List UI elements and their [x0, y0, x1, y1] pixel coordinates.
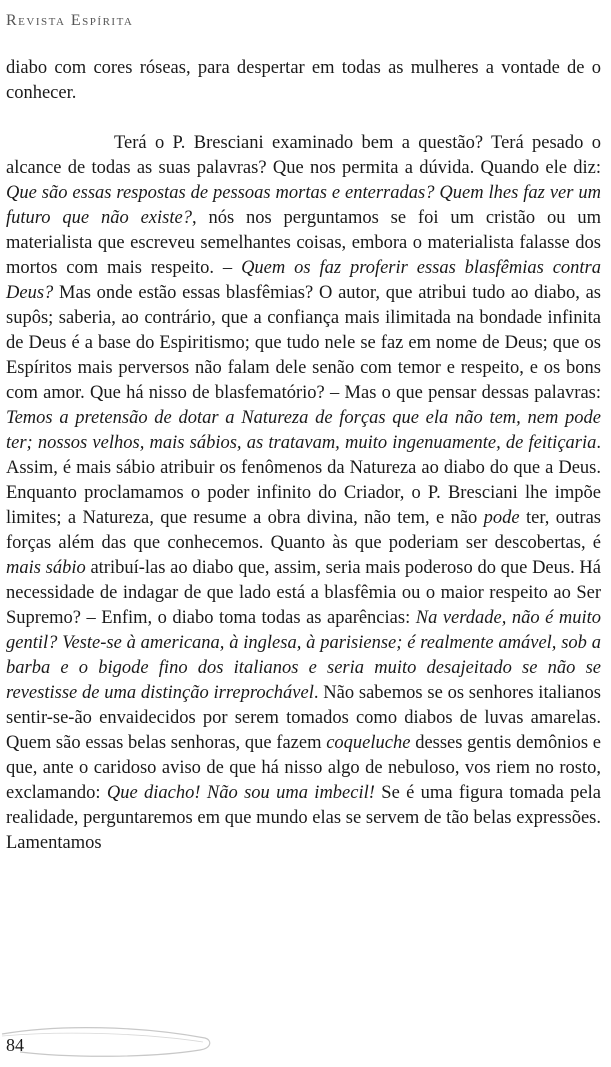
- paragraph-2-text: ter, outras forças além das que conhecemos. Quanto às que poderiam ser descobertas, é: [6, 508, 601, 553]
- page-body: [6, 56, 601, 856]
- italic-quote: Quem os faz proferir essas blasfêmias contra Deus?: [6, 258, 602, 303]
- italic-word: mais sábio: [6, 558, 86, 578]
- running-head: Revista Espírita: [6, 12, 134, 29]
- italic-quote: Temos a pretensão de dotar a Natureza de forças que ela não tem, nem pode ter; nossos velhos, mais sábios, as tratavam, muito ingenuamente, de feitiçaria: [6, 408, 601, 453]
- decorative-swash-ornament: [0, 1024, 215, 1064]
- italic-quote: Que são essas respostas de pessoas mortas e enterradas? Quem lhes faz ver um futuro que não existe?: [6, 183, 601, 228]
- paragraph-1-text: diabo com cores róseas, para despertar em todas as mulheres a vontade de o conhecer.: [6, 58, 601, 103]
- paragraph-2-text: . Não sabemos se os senhores italianos sentir-se-ão envaidecidos por serem tomados como diabos de luvas amarelas. Quem são essas belas senhoras, que fazem: [6, 683, 601, 753]
- paragraph-2-text: Se é uma figura tomada pela realidade, perguntaremos em que mundo elas se servem de tão belas expressões. Lamentamos: [6, 783, 601, 853]
- paragraph-2-text: . Assim, é mais sábio atribuir os fenômenos da Natureza ao diabo do que a Deus. Enquanto proclamamos o poder infinito do Criador, o P. Bresciani lhe impõe limites; a Natureza, que resume a obra divina, não tem, e não: [6, 433, 601, 528]
- paragraph-1: [6, 56, 601, 106]
- italic-word: coqueluche: [326, 733, 411, 753]
- paragraph-2-text: Terá o P. Bresciani examinado bem a questão? Terá pesado o alcance de todas as suas palavras? Que nos permita a dúvida. Quando ele diz:: [6, 133, 601, 178]
- italic-quote: Na verdade, não é muito gentil? Veste-se à americana, à inglesa, à parisiense; é realmente amável, sob a barba e o bigode fino dos italianos e seria muito desajeitado se não se revestisse de uma distinção irreprochável: [6, 608, 601, 703]
- paragraph-2-text: desses gentis demônios e que, ante o caridoso aviso de que há nisso algo de nebuloso, vos riem no rosto, exclamando:: [6, 733, 601, 803]
- page-number: 84: [6, 1035, 24, 1055]
- italic-word: pode: [483, 508, 520, 528]
- paragraph-2-text: , nós nos perguntamos se foi um cristão ou um materialista que escreveu semelhantes coisas, embora o materialista falasse dos mortos com mais respeito. –: [6, 208, 601, 278]
- paragraph-2-text: atribuí-las ao diabo que, assim, seria mais poderoso do que Deus. Há necessidade de indagar de que lado está a blasfêmia ou o maior respeito ao Ser Supremo? – Enfim, o diabo toma todas as aparências:: [6, 558, 601, 628]
- paragraph-2-text: Mas onde estão essas blasfêmias? O autor, que atribui tudo ao diabo, as supôs; saberia, ao contrário, que a confiança mais ilimitada na bondade infinita de Deus é a base do Espiritismo; que tudo nele se faz em nome de Deus; que os Espíritos mais perversos não falam dele senão com temor e respeito, e os bons com amor. Que há nisso de blasfematório? – Mas o que pensar dessas palavras:: [6, 283, 601, 403]
- italic-quote: Que diacho! Não sou uma imbecil!: [106, 783, 375, 803]
- paragraph-2: [6, 131, 601, 856]
